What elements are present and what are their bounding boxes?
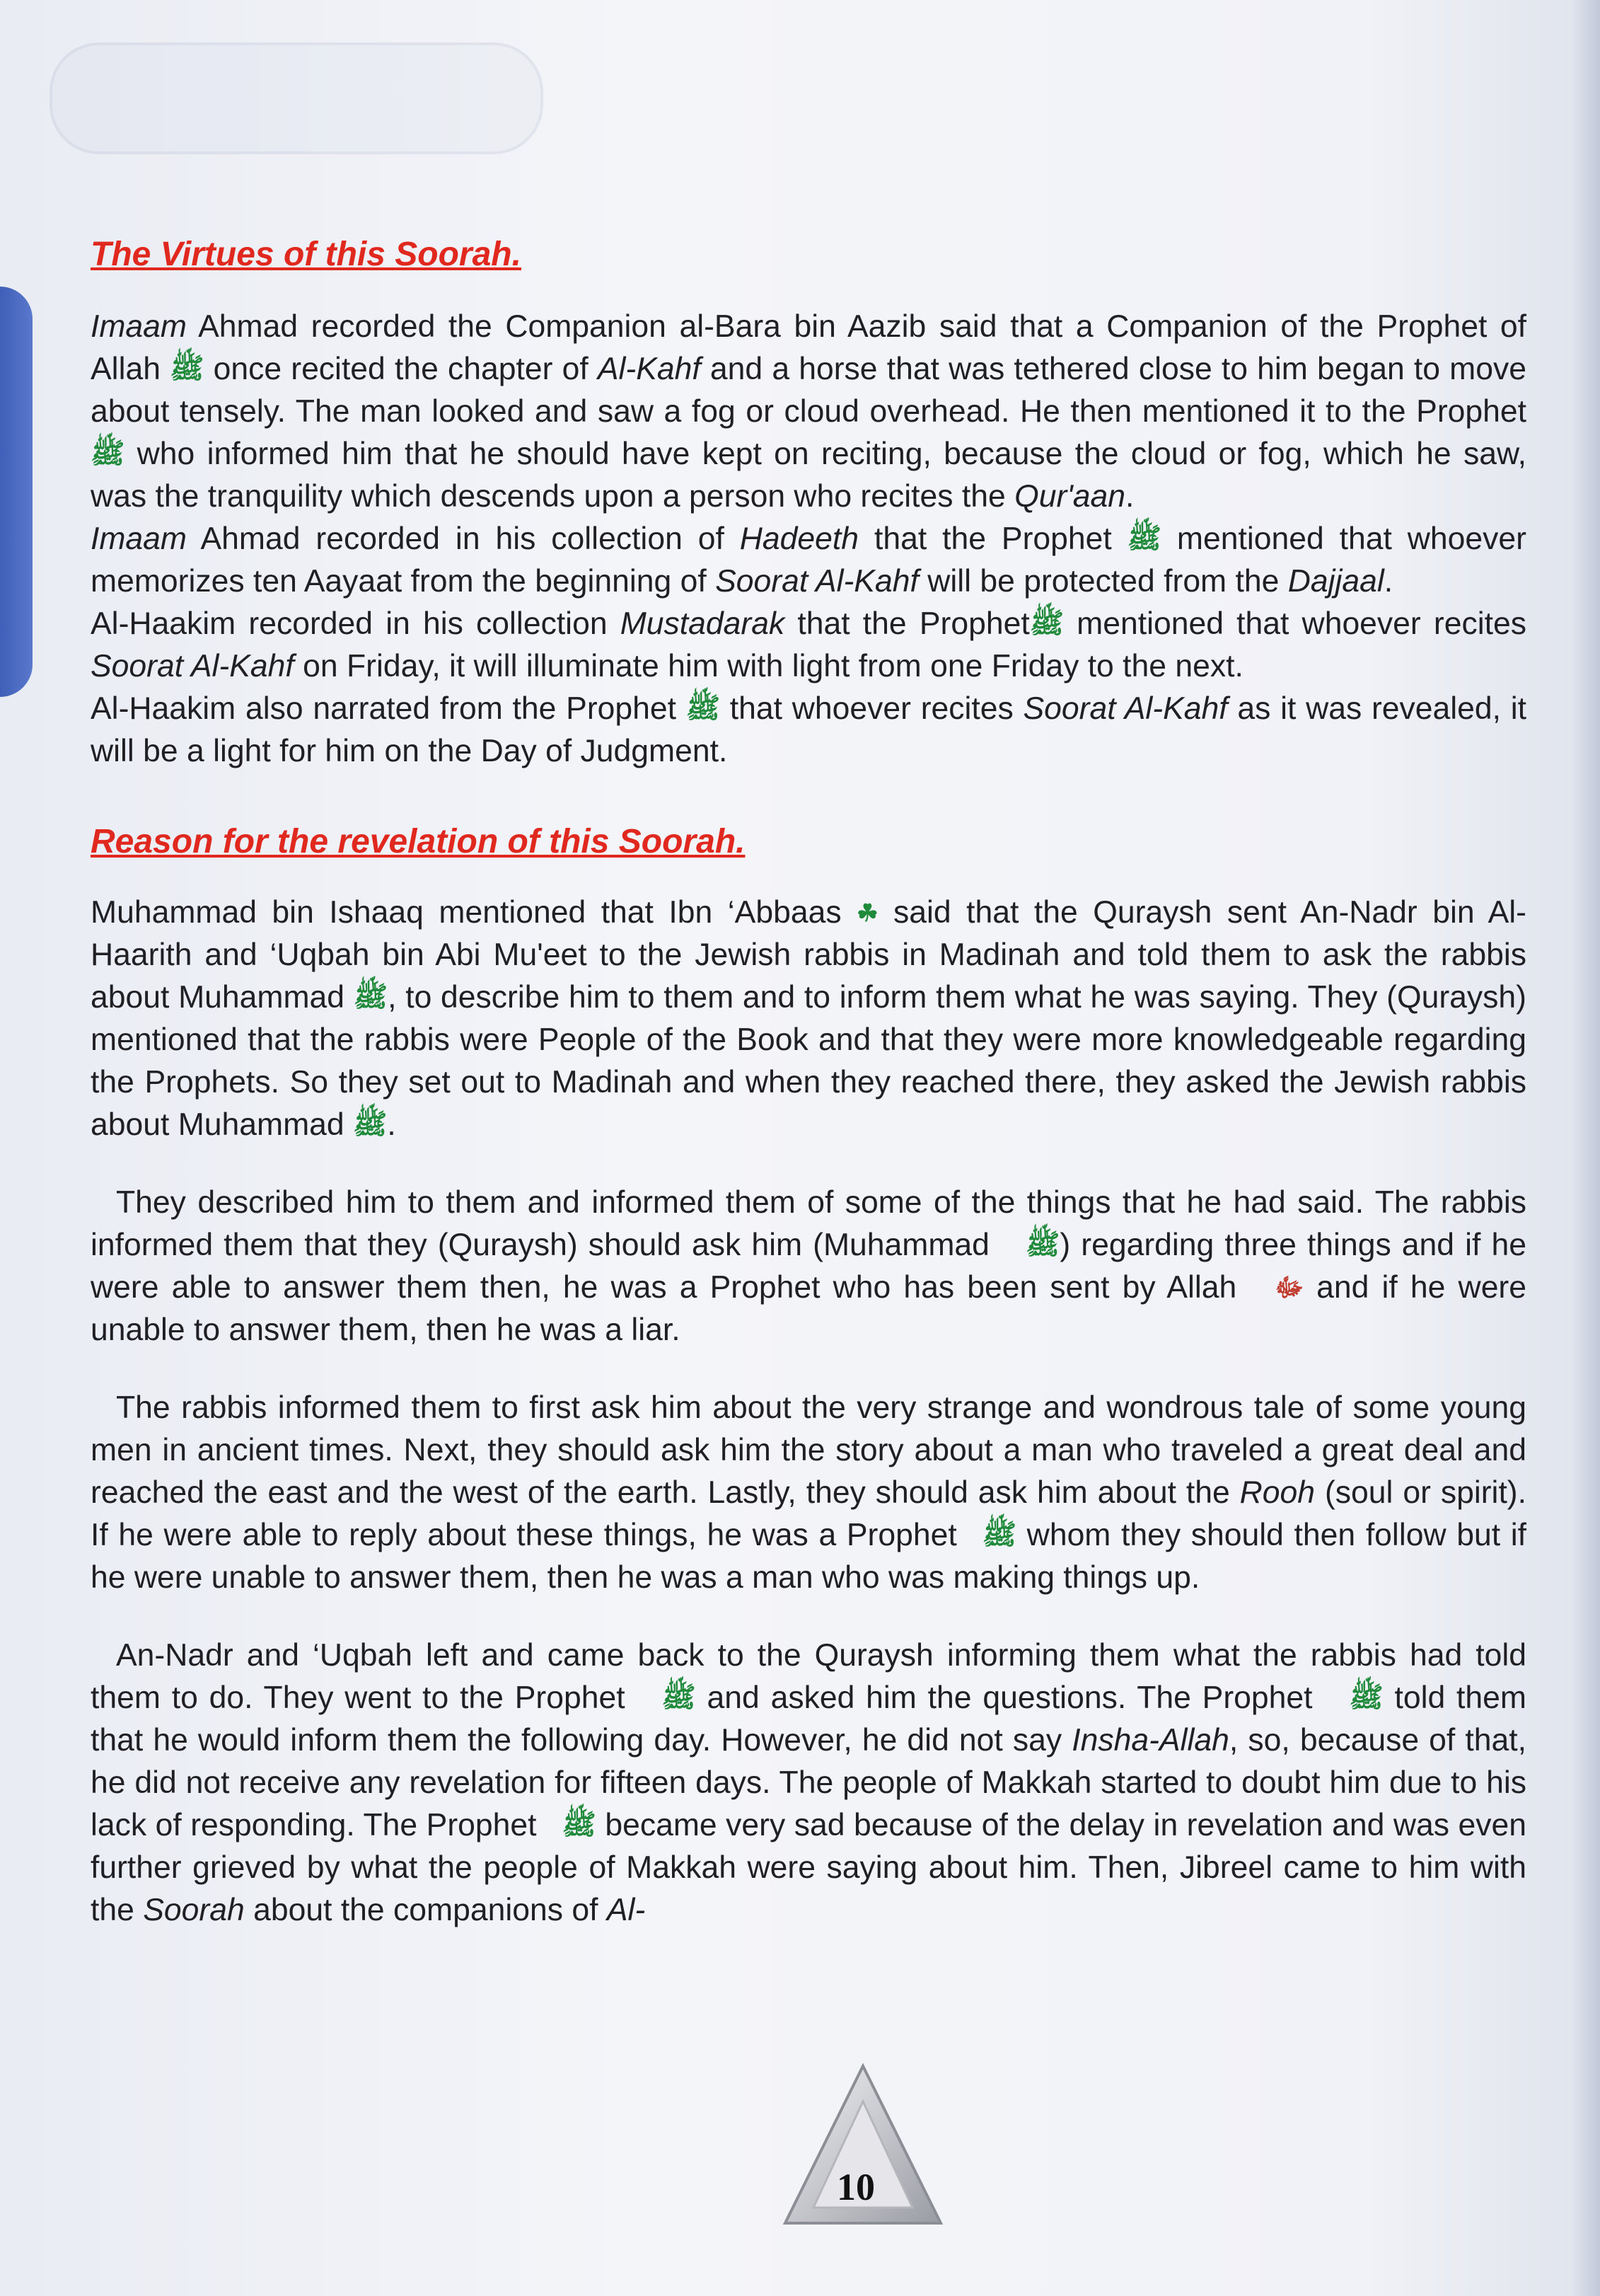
text-run: ) regarding three things and if he were able to answer them then, he was a Prophet who has been sent by Allah [91, 1228, 1527, 1305]
italic-term: Al- [606, 1893, 646, 1927]
salla-honorific-icon: ﷺ [1026, 1229, 1060, 1260]
italic-term: Soorat Al-Kahf [1023, 691, 1228, 726]
paragraph [91, 603, 1526, 688]
italic-term: Imaam [91, 521, 187, 556]
text-run: mentioned that whoever recites [1064, 606, 1526, 641]
text-run: as it was revealed, it will be a light for him on the Day of Judgment. [91, 691, 1526, 768]
paragraph [91, 1182, 1526, 1351]
italic-term: Soorat Al-Kahf [91, 649, 294, 683]
header-ghost [50, 42, 543, 154]
text-run: on Friday, it will illuminate him with light from one Friday to the next. [294, 649, 1244, 683]
italic-term: Imaam [91, 309, 187, 344]
italic-term: Insha-Allah [1072, 1723, 1229, 1758]
text-run: Al-Haakim recorded in his collection [91, 606, 620, 641]
text-run: said that the Quraysh sent An-Nadr bin Al-Haarith and ‘Uqbah bin Abi Mu'eet to the Jewish rabbis in Madinah and told them to ask the rabbis about Muhammad [91, 895, 1527, 1015]
page-edge-shadow [1572, 0, 1600, 2296]
paragraph [91, 1387, 1526, 1599]
text-run: The rabbis informed them to first ask him about the very strange and wondrous tale of some young men in ancient times. Next, they should ask him the story about a man who traveled a great deal and reached the east and the west of the earth. Lastly, they should ask him about the [91, 1390, 1526, 1510]
italic-term: Dajjaal [1287, 564, 1384, 599]
salla-honorific-icon: ﷺ [685, 693, 721, 724]
content-area [91, 233, 1526, 1932]
text-run: that the Prophet [859, 521, 1127, 556]
text-run: . [387, 1107, 396, 1142]
salla-honorific-icon: ﷺ [353, 981, 388, 1013]
salla-honorific-icon: ﷺ [562, 1809, 596, 1840]
salla-honorific-icon: ﷺ [1029, 608, 1065, 639]
paragraph [91, 892, 1526, 1146]
salla-honorific-icon: ﷺ [982, 1519, 1017, 1550]
text-run: once recited the chapter of [204, 352, 598, 386]
text-run: Muhammad bin Ishaaq mentioned that Ibn ‘Abbaas [91, 895, 857, 930]
italic-term: Soorat Al-Kahf [715, 564, 919, 599]
text-run: about the companions of [244, 1893, 607, 1927]
text-run: . [1384, 564, 1393, 599]
paragraph [91, 688, 1526, 773]
salla-honorific-icon: ﷺ [170, 353, 204, 384]
text-run: They described him to them and informed them of some of the things that he had said. The rabbis informed them that they (Quraysh) should ask him (Muhammad [91, 1185, 1526, 1262]
paragraph [91, 1634, 1526, 1932]
text-run: and asked him the questions. The Prophet [695, 1680, 1324, 1715]
salla-honorific-icon: ﷺ [661, 1682, 696, 1713]
italic-term: Qur'aan [1014, 479, 1126, 514]
italic-term: Mustadarak [620, 606, 785, 641]
text-run: , so, because of that, he did not receive any revelation for fifteen days. The people of Makkah started to doubt him due to his lack of responding. The Prophet [91, 1723, 1526, 1842]
text-run: that the Prophet [784, 606, 1030, 641]
section-heading-reason: Reason for the revelation of this Soorah. [91, 823, 746, 860]
section-heading-virtues: The Virtues of this Soorah. [91, 236, 521, 273]
text-run: became very sad because of the delay in revelation and was even further grieved by what the people of Makkah were saying about him. Then, Jibreel came to him with the [91, 1808, 1526, 1927]
text-run: , to describe him to them and to inform them what he was saying. They (Quraysh) mentioned that the rabbis were People of the Book and that they were more knowledgeable regarding the Prophets. So they set out to Madinah and when they reached there, they asked the Jewish rabbis about Muhammad [91, 980, 1526, 1142]
text-run: who informed him that he should have kept on reciting, because the cloud or fog, which he saw, was the tranquility which descends upon a person who recites the [91, 437, 1526, 514]
page-number-badge [778, 2059, 962, 2243]
text-run: Ahmad recorded the Companion al-Bara bin Aazib said that a Companion of the Prophet of Allah [91, 309, 1526, 386]
page-number: 10 [837, 2166, 875, 2208]
text-run: (soul or spirit). If he were able to reply about these things, he was a Prophet [91, 1475, 1526, 1552]
salla-honorific-icon: ﷺ [1349, 1682, 1384, 1713]
jalla-honorific-icon: ﷻ [1275, 1273, 1304, 1302]
italic-term: Al-Kahf [597, 352, 701, 386]
salla-honorific-icon: ﷺ [91, 438, 125, 469]
italic-term: Hadeeth [739, 521, 859, 556]
text-run: An-Nadr and ‘Uqbah left and came back to the Quraysh informing them what the rabbis had told them to do. They went to the Prophet [91, 1638, 1526, 1715]
italic-term: Soorah [143, 1893, 245, 1927]
text-run: . [1125, 479, 1135, 514]
italic-term: Rooh [1239, 1475, 1316, 1510]
paragraph [91, 306, 1526, 518]
paragraph [91, 518, 1526, 603]
text-run: that whoever recites [720, 691, 1024, 726]
radi-honorific-icon: ☘ [857, 900, 879, 927]
salla-honorific-icon: ﷺ [1127, 523, 1161, 554]
text-run: will be protected from the [918, 564, 1288, 599]
side-tab [0, 287, 33, 697]
text-run: told them that he would inform them the following day. However, he did not say [91, 1680, 1526, 1758]
salla-honorific-icon: ﷺ [353, 1109, 388, 1140]
text-run: and a horse that was tethered close to him began to move about tensely. The man looked and saw a fog or cloud overhead. He then mentioned it to the Prophet [91, 352, 1526, 429]
text-run: and if he were unable to answer them, then he was a liar. [91, 1270, 1527, 1347]
text-run: mentioned that whoever memorizes ten Aayaat from the beginning of [91, 521, 1527, 599]
text-run: whom they should then follow but if he were unable to answer them, then he was a man who was making things up. [91, 1518, 1526, 1595]
text-run: Al-Haakim also narrated from the Prophet [91, 691, 686, 726]
text-run: Ahmad recorded in his collection of [187, 521, 740, 556]
